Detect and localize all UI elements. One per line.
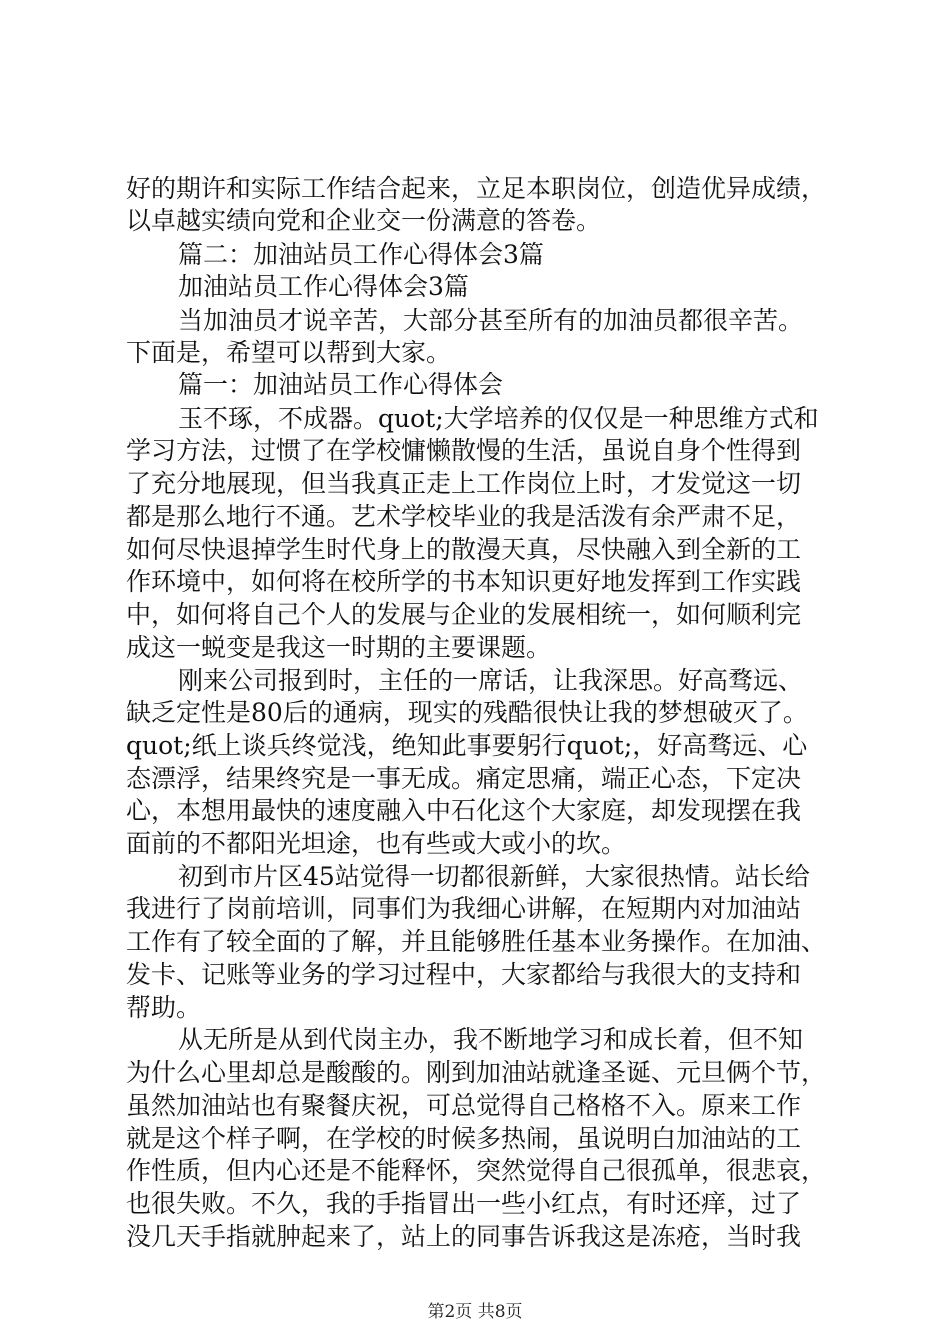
- text-line: 我进行了岗前培训，同事们为我细心讲解，在短期内对加油站: [126, 894, 802, 923]
- text-line: 以卓越实绩向党和企业交一份满意的答卷。: [126, 206, 602, 235]
- text-line: 为什么心里却总是酸酸的。刚到加油站就逢圣诞、元旦俩个节，: [126, 1058, 827, 1087]
- text-line: 缺乏定性是80后的通病，现实的残酷很快让我的梦想破灭了。: [126, 698, 808, 727]
- text-line: quot;纸上谈兵终觉浅，绝知此事要躬行quot;，好高骛远、心: [126, 731, 808, 760]
- text-line: 好的期许和实际工作结合起来，立足本职岗位，创造优异成绩，: [126, 174, 827, 203]
- text-line: 发卡、记账等业务的学习过程中，大家都给与我很大的支持和: [126, 960, 802, 989]
- text-line: 没几天手指就肿起来了，站上的同事告诉我这是冻疮，当时我: [126, 1222, 802, 1251]
- article-title: 加油站员工作心得体会3篇: [178, 272, 469, 301]
- text-line: 中，如何将自己个人的发展与企业的发展相统一，如何顺利完: [126, 600, 802, 629]
- text-line: 如何尽快退掉学生时代身上的散漫天真，尽快融入到全新的工: [126, 535, 802, 564]
- text-line: 成这一蜕变是我这一时期的主要课题。: [126, 633, 552, 662]
- text-line: 帮助。: [126, 993, 202, 1022]
- text-line: 都是那么地行不通。艺术学校毕业的我是活泼有余严肃不足，: [126, 502, 802, 531]
- text-line: 虽然加油站也有聚餐庆祝，可总觉得自己格格不入。原来工作: [126, 1091, 802, 1120]
- text-line: 面前的不都阳光坦途，也有些或大或小的坎。: [126, 829, 627, 858]
- text-line: 态漂浮，结果终究是一事无成。痛定思痛，端正心态，下定决: [126, 764, 802, 793]
- section-heading: 篇一：加油站员工作心得体会: [178, 370, 504, 399]
- text-line: 就是这个样子啊，在学校的时候多热闹，虽说明白加油站的工: [126, 1124, 802, 1153]
- text-line: 当加油员才说辛苦，大部分甚至所有的加油员都很辛苦。: [178, 306, 804, 335]
- text-line: 作性质，但内心还是不能释怀，突然觉得自己很孤单，很悲哀，: [126, 1156, 827, 1185]
- text-line: 作环境中，如何将在校所学的书本知识更好地发挥到工作实践: [126, 567, 802, 596]
- section-heading: 篇二：加油站员工作心得体会3篇: [178, 240, 544, 269]
- page-number-footer: 第2页 共8页: [427, 1302, 523, 1322]
- text-line: 从无所是从到代岗主办，我不断地学习和成长着，但不知: [178, 1025, 804, 1054]
- text-line: 心，本想用最快的速度融入中石化这个大家庭，却发现摆在我: [126, 796, 802, 825]
- text-line: 工作有了较全面的了解，并且能够胜任基本业务操作。在加油、: [126, 927, 827, 956]
- text-line: 学习方法，过惯了在学校慵懒散慢的生活，虽说自身个性得到: [126, 436, 802, 465]
- text-line: 下面是，希望可以帮到大家。: [126, 338, 452, 367]
- text-line: 初到市片区45站觉得一切都很新鲜，大家很热情。站长给: [178, 862, 810, 891]
- text-line: 刚来公司报到时，主任的一席话，让我深思。好高骛远、: [178, 666, 804, 695]
- text-line: 玉不琢，不成器。quot;大学培养的仅仅是一种思维方式和: [178, 404, 819, 433]
- text-line: 也很失败。不久，我的手指冒出一些小红点，有时还痒，过了: [126, 1189, 802, 1218]
- text-line: 了充分地展现，但当我真正走上工作岗位上时，才发觉这一切: [126, 469, 802, 498]
